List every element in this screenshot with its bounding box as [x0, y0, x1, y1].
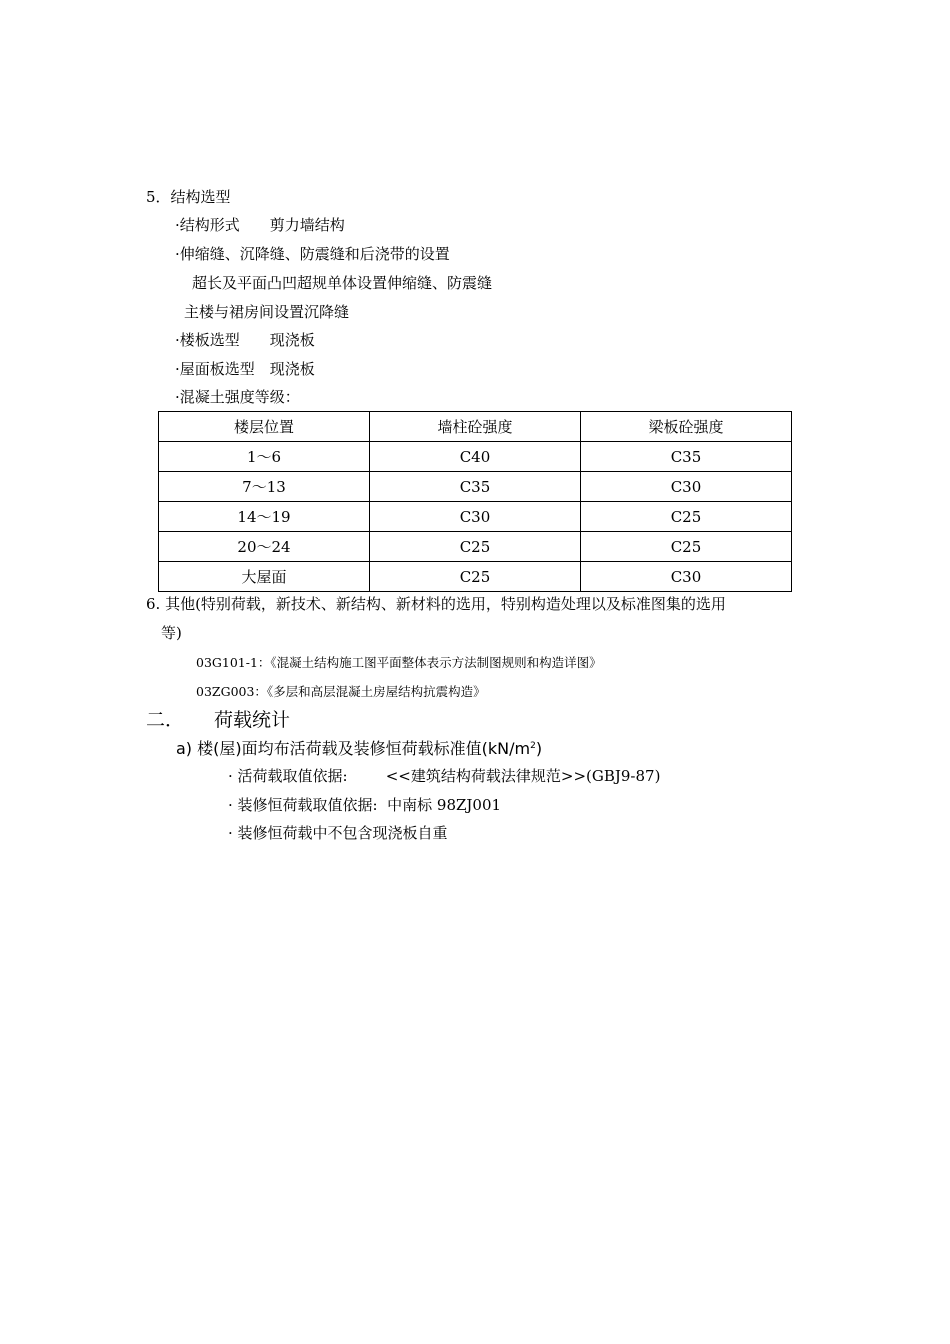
structure-form: ·结构形式 剪力墙结构	[175, 216, 345, 234]
table-row	[159, 502, 792, 532]
table-cell: 7～13	[159, 472, 370, 502]
part2-heading-text: 荷载统计	[214, 709, 291, 731]
table-cell: 1～6	[159, 442, 370, 472]
header-floor-position: 楼层位置	[159, 412, 370, 442]
table-cell: 大屋面	[159, 562, 370, 592]
section6-heading-line-1: 6. 其他(特别荷载，新技术、新结构、新材料的选用，特别构造处理以及标准图集的选用	[146, 595, 726, 613]
subsection-a-heading	[176, 738, 542, 760]
floor-slab: ·楼板选型 现浇板	[175, 331, 315, 349]
table-cell: C25	[370, 532, 581, 562]
table-cell: C25	[581, 532, 792, 562]
table-row	[159, 472, 792, 502]
table-cell: C30	[370, 502, 581, 532]
live-load-basis: · 活荷载取值依据: <<建筑结构荷载法律规范>>(GBJ9-87)	[228, 767, 661, 785]
table-row	[159, 442, 792, 472]
subsection-a-text: a) 楼(屋)面均布活荷载及装修恒荷载标准值(kN/m	[176, 739, 531, 758]
joints-line-1: 超长及平面凸凹超规单体设置伸缩缝、防震缝	[192, 274, 493, 292]
table-header-row	[159, 412, 792, 442]
table-row	[159, 562, 792, 592]
table-cell: 14～19	[159, 502, 370, 532]
concrete-title: ·混凝土强度等级：	[175, 388, 300, 406]
table-cell: C35	[581, 442, 792, 472]
part2-heading-number: 二．	[146, 709, 185, 731]
table-cell: C30	[581, 562, 792, 592]
roof-slab: ·屋面板选型 现浇板	[175, 360, 315, 378]
reference-03zg003: 03ZG003：《多层和高层混凝土房屋结构抗震构造》	[196, 684, 486, 699]
unit-superscript: 2	[530, 741, 536, 751]
table-cell: C30	[581, 472, 792, 502]
joints-title: ·伸缩缝、沉降缝、防震缝和后浇带的设置	[175, 245, 450, 263]
decoration-load-basis: · 装修恒荷载取值依据: 中南标 98ZJ001	[228, 796, 502, 814]
table-cell: 20～24	[159, 532, 370, 562]
section5-heading: 5．结构选型	[146, 188, 231, 206]
concrete-grade-table	[158, 411, 792, 592]
header-beam-slab-strength: 梁板砼强度	[581, 412, 792, 442]
section6-heading-line-2: 等)	[161, 624, 182, 642]
table-cell: C25	[370, 562, 581, 592]
joints-line-2: 主楼与裙房间设置沉降缝	[184, 303, 350, 321]
part2-heading	[146, 708, 290, 732]
table-cell: C40	[370, 442, 581, 472]
decoration-load-note: · 装修恒荷载中不包含现浇板自重	[228, 824, 448, 842]
subsection-a-close: )	[535, 739, 543, 758]
table-row	[159, 532, 792, 562]
reference-03g101: 03G101-1：《混凝土结构施工图平面整体表示方法制图规则和构造详图》	[196, 655, 602, 670]
table-cell: C25	[581, 502, 792, 532]
table-cell: C35	[370, 472, 581, 502]
header-wall-column-strength: 墙柱砼强度	[370, 412, 581, 442]
